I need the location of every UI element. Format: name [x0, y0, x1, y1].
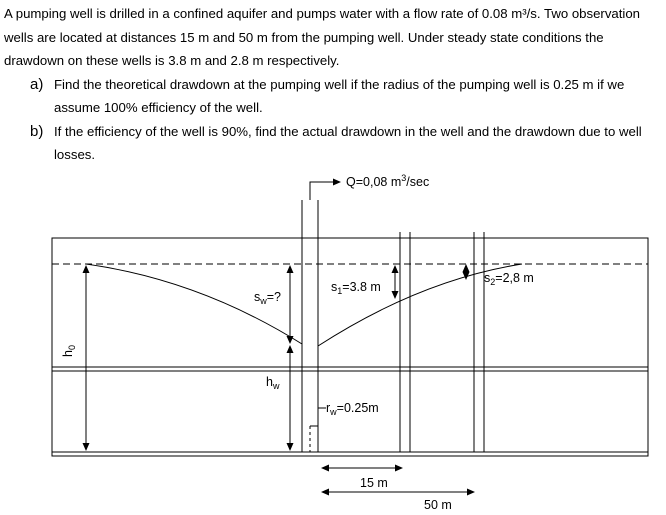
rw-label: $r_w=0.25m$ — [326, 401, 379, 417]
distance-50-label: 50 m — [424, 498, 452, 512]
question-b-label: b) — [30, 122, 44, 140]
question-a-text: Find the theoretical drawdown at the pumping well if the radius of the pumping well is 0.25 m if we assume 100% efficiency of the well. — [54, 76, 625, 115]
aquifer-outline — [52, 238, 648, 456]
question-b-text: If the efficiency of the well is 90%, find the actual drawdown in the well and the drawdown due to well losses. — [54, 123, 642, 162]
sw-label: $s_w=$? — [254, 290, 282, 306]
h0-label: $h_0$ — [61, 345, 77, 357]
question-a-label: a) — [30, 75, 44, 93]
s2-label: $s_2=2,8$ m — [484, 271, 534, 287]
hw-label: $h_w$ — [266, 375, 280, 391]
flow-arrow — [310, 182, 340, 200]
flow-label: Q=0,08 $m^3/\sec$ — [346, 173, 430, 189]
s1-label: $s_1=3.8$ m — [331, 280, 381, 296]
problem-intro: A pumping well is drilled in a confined aquifer and pumps water with a flow rate of 0.08 m³/s. Two observation wells are located at distances 15 m and 50 m from the pumping well. Under steady state conditions the drawdown on these wells is 3.8 m and 2.8 m respectively. — [4, 6, 641, 68]
distance-15-label: 15 m — [360, 476, 388, 490]
drawdown-curve-left — [86, 264, 302, 344]
